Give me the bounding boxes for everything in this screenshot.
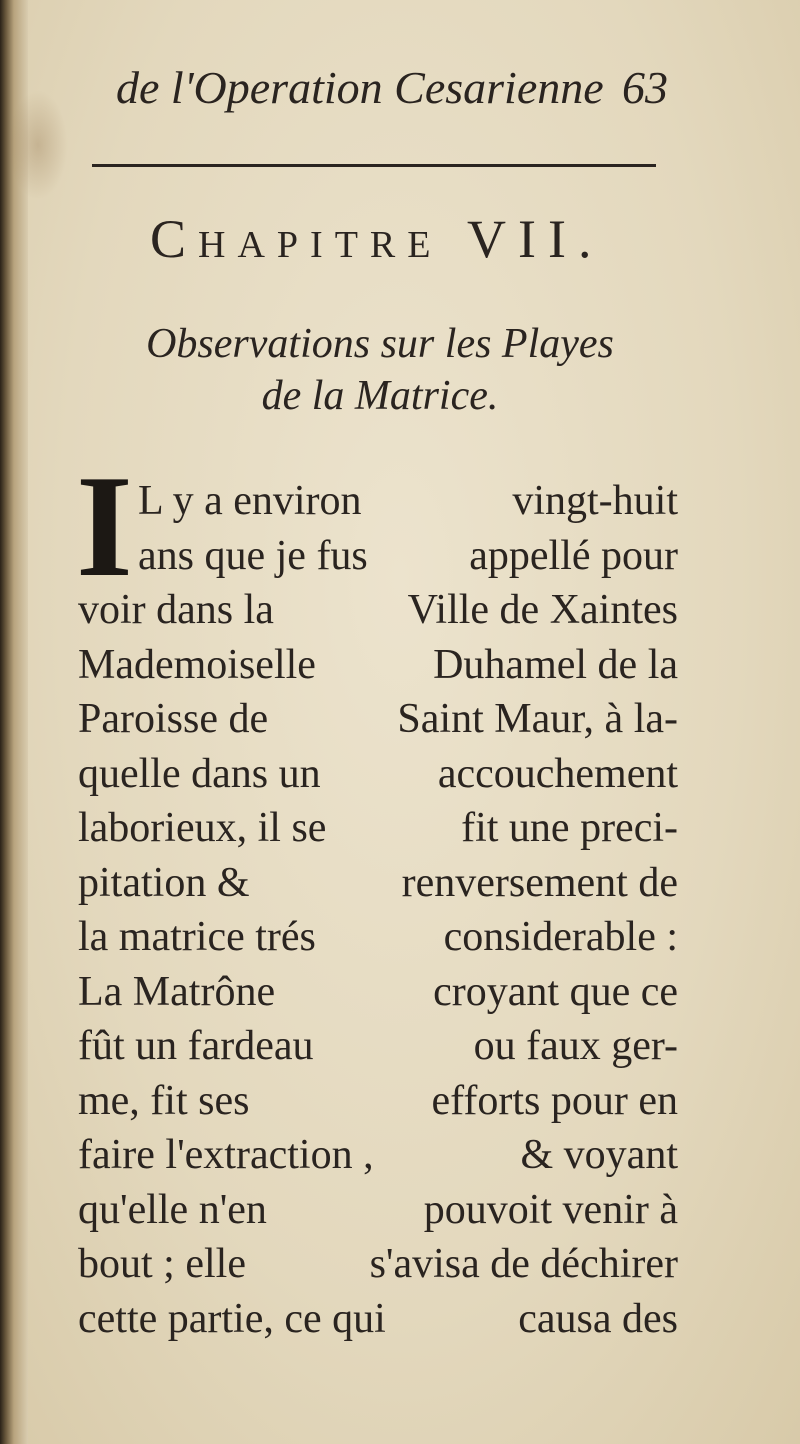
text-line: la matrice trés considerable : xyxy=(78,914,678,960)
running-title: de l'Operation Cesarienne xyxy=(116,61,604,113)
text-line: L y a environ vingt-huit xyxy=(138,478,678,524)
text-line: quelle dans un accouchement xyxy=(78,750,678,797)
text-line: bout ; elle s'avisa de déchirer xyxy=(78,1241,678,1287)
text-line: ans que je fus appellé pour xyxy=(138,532,678,579)
text-line: faire l'extraction , & voyant xyxy=(78,1132,678,1178)
page-number: 63 xyxy=(622,61,668,113)
chapter-subtitle xyxy=(60,318,700,422)
paper-stain xyxy=(8,90,68,200)
text-line: laborieux, il se fit une preci- xyxy=(78,805,678,851)
running-head xyxy=(110,52,690,122)
text-line: Mademoiselle Duhamel de la xyxy=(78,641,678,688)
text-line: qu'elle n'en pouvoit venir à xyxy=(78,1186,678,1233)
text-line: fût un fardeau ou faux ger- xyxy=(78,1023,678,1069)
page-gutter xyxy=(0,0,28,1444)
text-line: me, fit ses efforts pour en xyxy=(78,1077,678,1124)
header-rule xyxy=(92,164,656,167)
chapter-heading: Chapitre VII. xyxy=(150,209,604,269)
text-line: pitation & renversement de xyxy=(78,859,678,906)
drop-cap: I xyxy=(76,445,133,607)
body-text xyxy=(78,474,678,1346)
subtitle-line: de la Matrice. xyxy=(261,373,499,419)
text-line: La Matrône croyant que ce xyxy=(78,968,678,1015)
subtitle-line: Observations sur les Playes xyxy=(146,321,614,367)
text-line: cette partie, ce qui causa des xyxy=(78,1295,678,1342)
text-line: voir dans la Ville de Xaintes xyxy=(78,587,678,633)
text-line: Paroisse de Saint Maur, à la- xyxy=(78,696,678,742)
